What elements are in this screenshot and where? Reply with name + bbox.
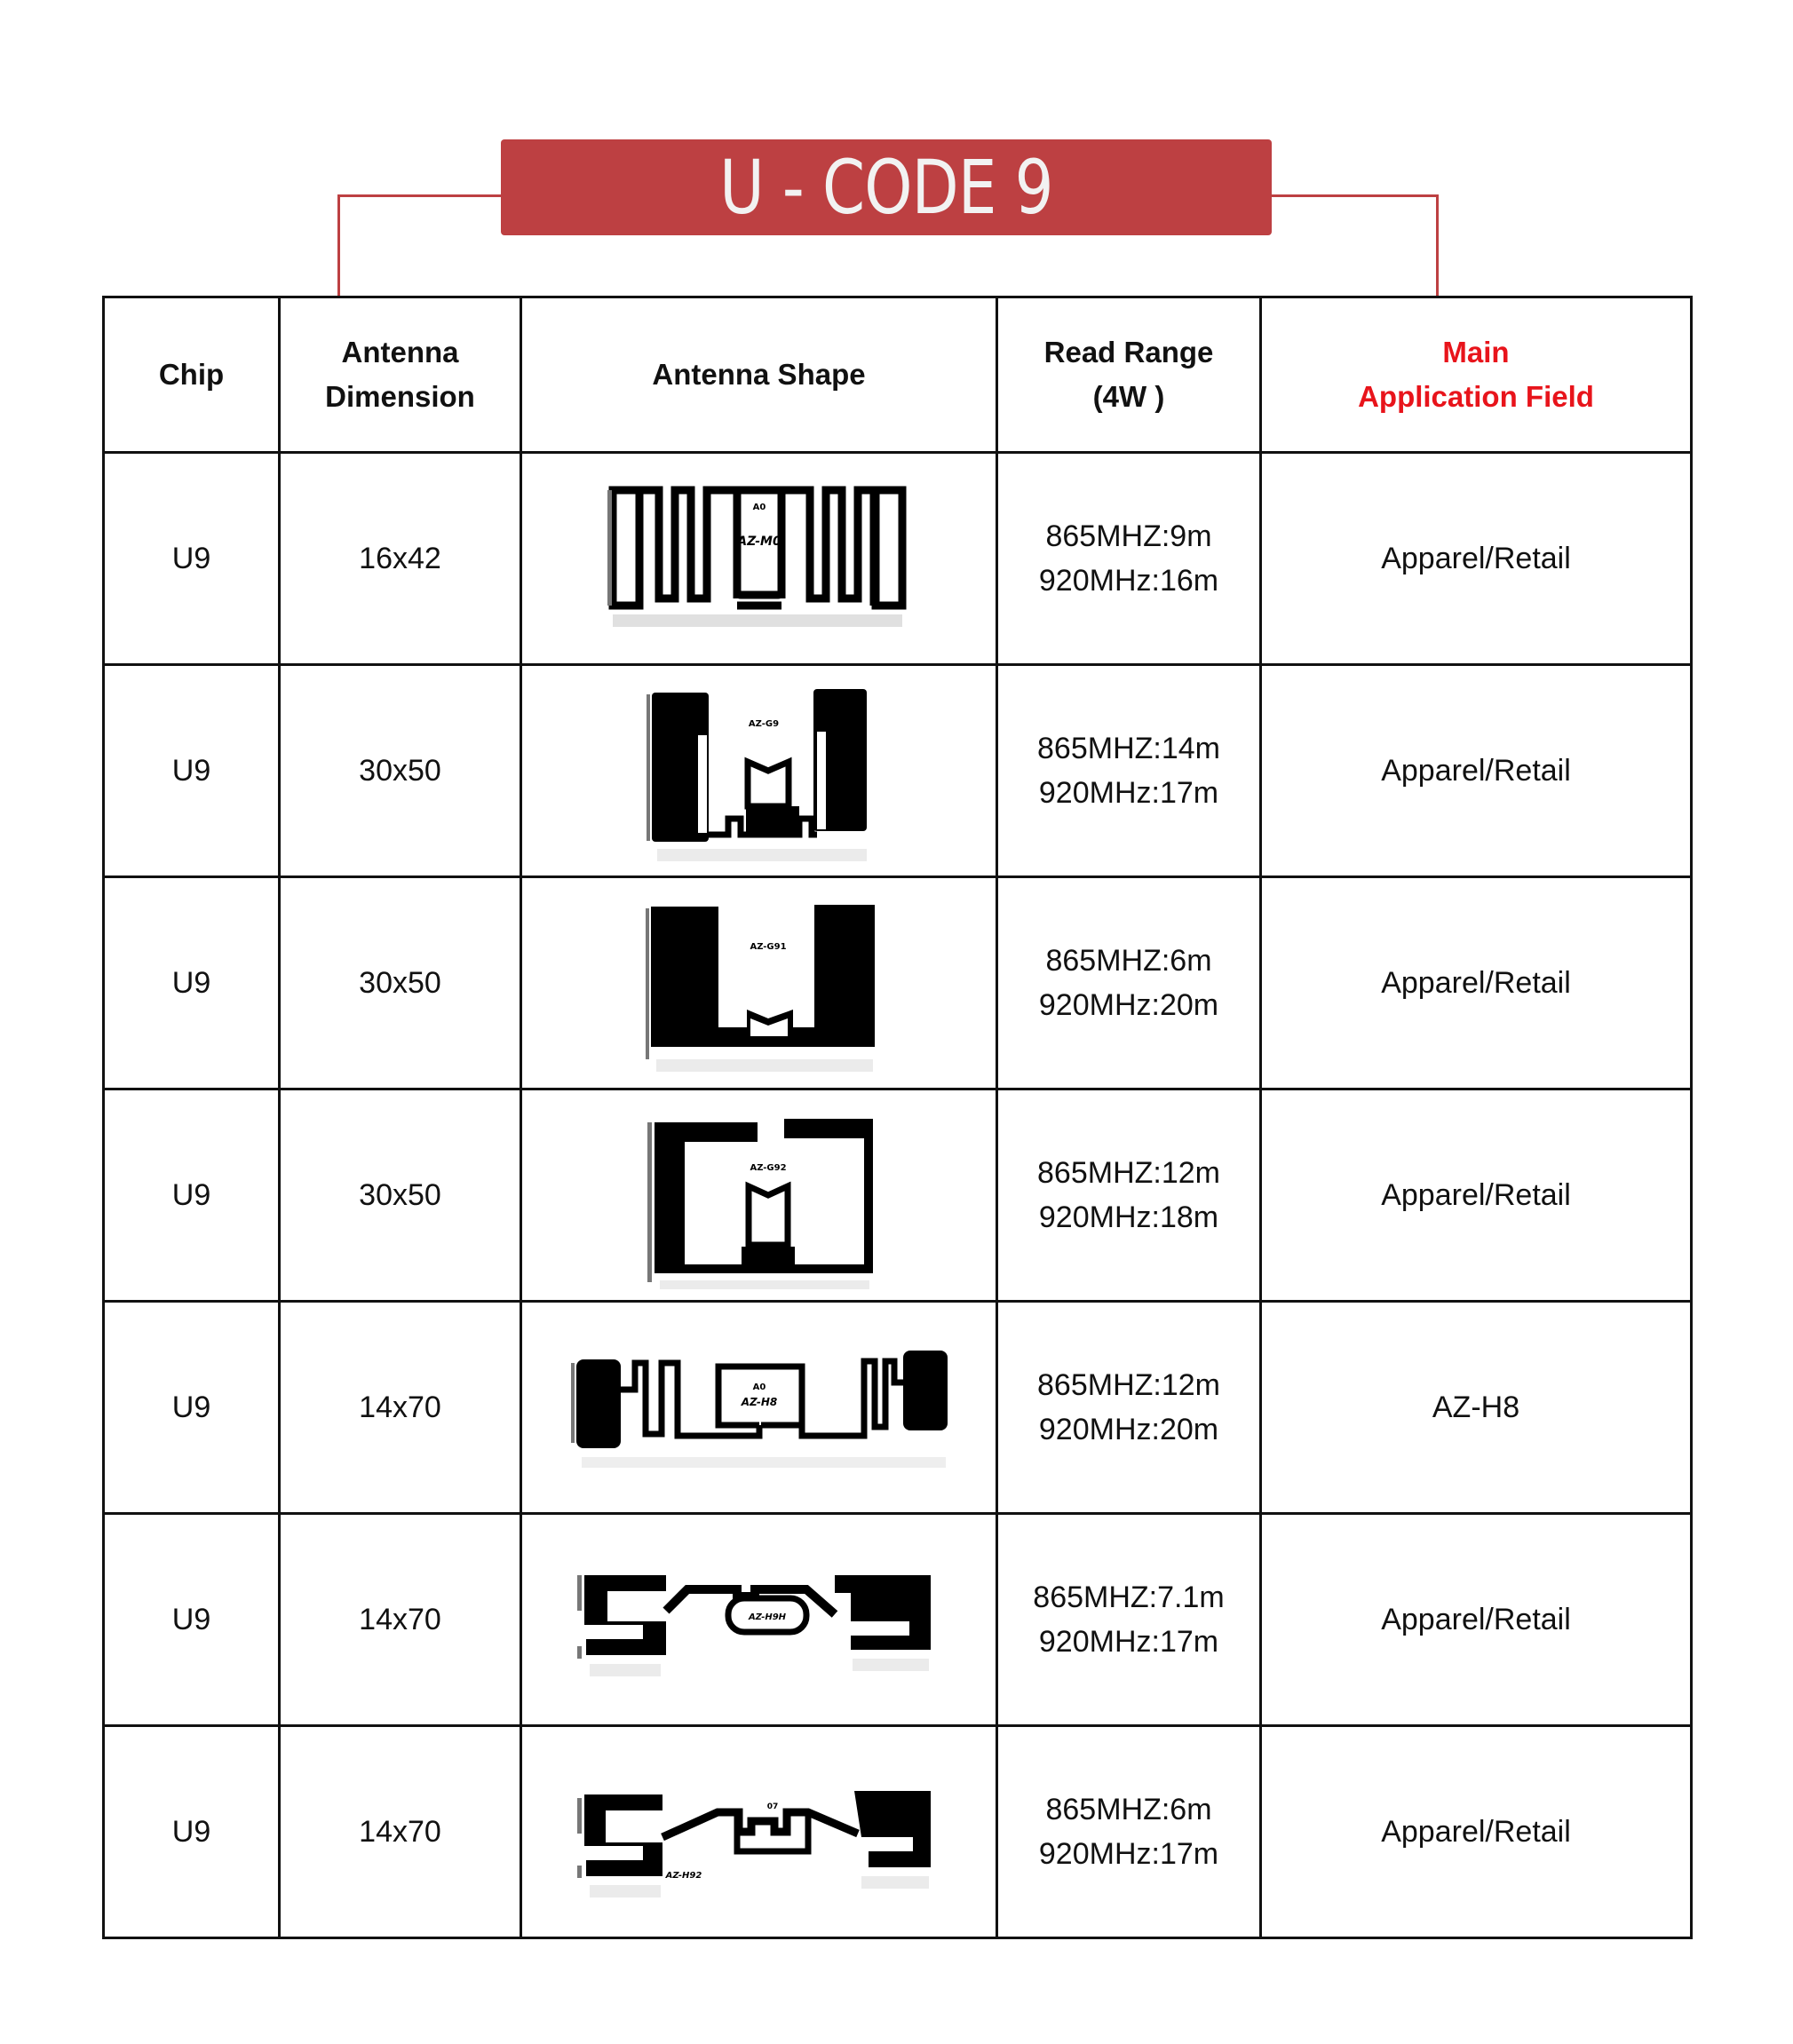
svg-text:AZ-H8: AZ-H8 <box>741 1396 777 1408</box>
antenna-shape-cell <box>521 665 997 877</box>
chip-cell: U9 <box>104 665 280 877</box>
range-865: 865MHZ:14m <box>1037 732 1220 765</box>
table-row <box>104 453 1692 665</box>
range-865: 865MHZ:7.1m <box>1033 1581 1225 1614</box>
svg-text:AZ-G9: AZ-G9 <box>748 719 779 729</box>
antenna-az-g9-image <box>639 673 879 868</box>
range-865: 865MHZ:6m <box>1045 944 1212 978</box>
range-920: 920MHz:17m <box>1038 1837 1219 1871</box>
application-cell: Apparel/Retail <box>1261 453 1692 665</box>
table-row <box>104 1726 1692 1938</box>
application-cell: Apparel/Retail <box>1261 665 1692 877</box>
range-865: 865MHZ:6m <box>1045 1793 1212 1826</box>
header-chip-label: Chip <box>158 358 225 391</box>
dimension-cell: 14x70 <box>280 1726 521 1938</box>
svg-text:AZ-H92: AZ-H92 <box>665 1871 702 1881</box>
range-920: 920MHz:18m <box>1038 1200 1219 1234</box>
header-application <box>1261 297 1692 453</box>
read-range-cell <box>997 453 1261 665</box>
chip-cell: U9 <box>104 1726 280 1938</box>
table-row <box>104 1514 1692 1726</box>
range-920: 920MHz:20m <box>1038 988 1219 1022</box>
page-title: U - CODE 9 <box>719 144 1053 231</box>
antenna-az-g91-image <box>635 885 884 1081</box>
read-range-cell <box>997 1302 1261 1514</box>
application-cell: Apparel/Retail <box>1261 877 1692 1089</box>
svg-text:07: 07 <box>766 1802 778 1811</box>
header-shape <box>521 297 997 453</box>
application-cell: Apparel/Retail <box>1261 1089 1692 1302</box>
svg-text:A0: A0 <box>752 503 766 512</box>
header-application-line1: Main <box>1442 336 1510 368</box>
title-connector-left-horizontal <box>337 194 501 197</box>
range-865: 865MHZ:12m <box>1037 1156 1220 1190</box>
antenna-az-h8-image <box>564 1327 955 1487</box>
chip-cell: U9 <box>104 1089 280 1302</box>
header-application-line2: Application Field <box>1358 380 1594 413</box>
application-cell: Apparel/Retail <box>1261 1514 1692 1726</box>
header-chip <box>104 297 280 453</box>
header-range-line1: Read Range <box>1043 336 1214 368</box>
antenna-az-m0-image <box>604 474 915 643</box>
read-range-cell <box>997 877 1261 1089</box>
header-shape-label: Antenna Shape <box>652 358 866 391</box>
table-header-row <box>104 297 1692 453</box>
title-connector-right-horizontal <box>1272 194 1439 197</box>
table-row <box>104 1089 1692 1302</box>
svg-text:A0: A0 <box>752 1382 766 1392</box>
spec-table <box>102 296 1693 1939</box>
antenna-az-h9h-image <box>568 1540 950 1699</box>
title-connector-left-vertical <box>337 194 340 297</box>
dimension-cell: 14x70 <box>280 1514 521 1726</box>
range-920: 920MHz:17m <box>1038 776 1219 810</box>
dimension-cell: 30x50 <box>280 1089 521 1302</box>
title-banner <box>501 139 1272 235</box>
title-connector-right-vertical <box>1436 194 1439 297</box>
application-cell: Apparel/Retail <box>1261 1726 1692 1938</box>
range-865: 865MHZ:12m <box>1037 1368 1220 1402</box>
antenna-shape-cell <box>521 453 997 665</box>
header-dimension <box>280 297 521 453</box>
table-row <box>104 1302 1692 1514</box>
header-dimension-line2: Dimension <box>325 380 475 413</box>
chip-cell: U9 <box>104 877 280 1089</box>
dimension-cell: 30x50 <box>280 877 521 1089</box>
chip-cell: U9 <box>104 1302 280 1514</box>
header-dimension-line1: Antenna <box>341 336 459 368</box>
table-row <box>104 877 1692 1089</box>
read-range-cell <box>997 1089 1261 1302</box>
svg-text:AZ-G92: AZ-G92 <box>749 1163 787 1173</box>
chip-cell: U9 <box>104 1514 280 1726</box>
chip-cell: U9 <box>104 453 280 665</box>
table-row <box>104 665 1692 877</box>
read-range-cell <box>997 1726 1261 1938</box>
antenna-shape-cell <box>521 1302 997 1514</box>
range-920: 920MHz:17m <box>1038 1625 1219 1659</box>
dimension-cell: 16x42 <box>280 453 521 665</box>
antenna-az-h92-image <box>568 1752 950 1912</box>
dimension-cell: 14x70 <box>280 1302 521 1514</box>
svg-text:AZ-H9H: AZ-H9H <box>748 1612 786 1622</box>
antenna-shape-cell <box>521 877 997 1089</box>
read-range-cell <box>997 1514 1261 1726</box>
antenna-shape-cell <box>521 1514 997 1726</box>
application-cell: AZ-H8 <box>1261 1302 1692 1514</box>
range-920: 920MHz:20m <box>1038 1413 1219 1446</box>
range-865: 865MHZ:9m <box>1045 519 1212 553</box>
read-range-cell <box>997 665 1261 877</box>
dimension-cell: 30x50 <box>280 665 521 877</box>
antenna-shape-cell <box>521 1089 997 1302</box>
antenna-shape-cell <box>521 1726 997 1938</box>
svg-text:AZ-G91: AZ-G91 <box>749 942 787 952</box>
svg-text:AZ-M0: AZ-M0 <box>736 535 781 549</box>
antenna-az-g92-image <box>635 1097 884 1293</box>
range-920: 920MHz:16m <box>1038 564 1219 598</box>
header-range <box>997 297 1261 453</box>
header-range-line2: (4W ) <box>1092 380 1165 413</box>
